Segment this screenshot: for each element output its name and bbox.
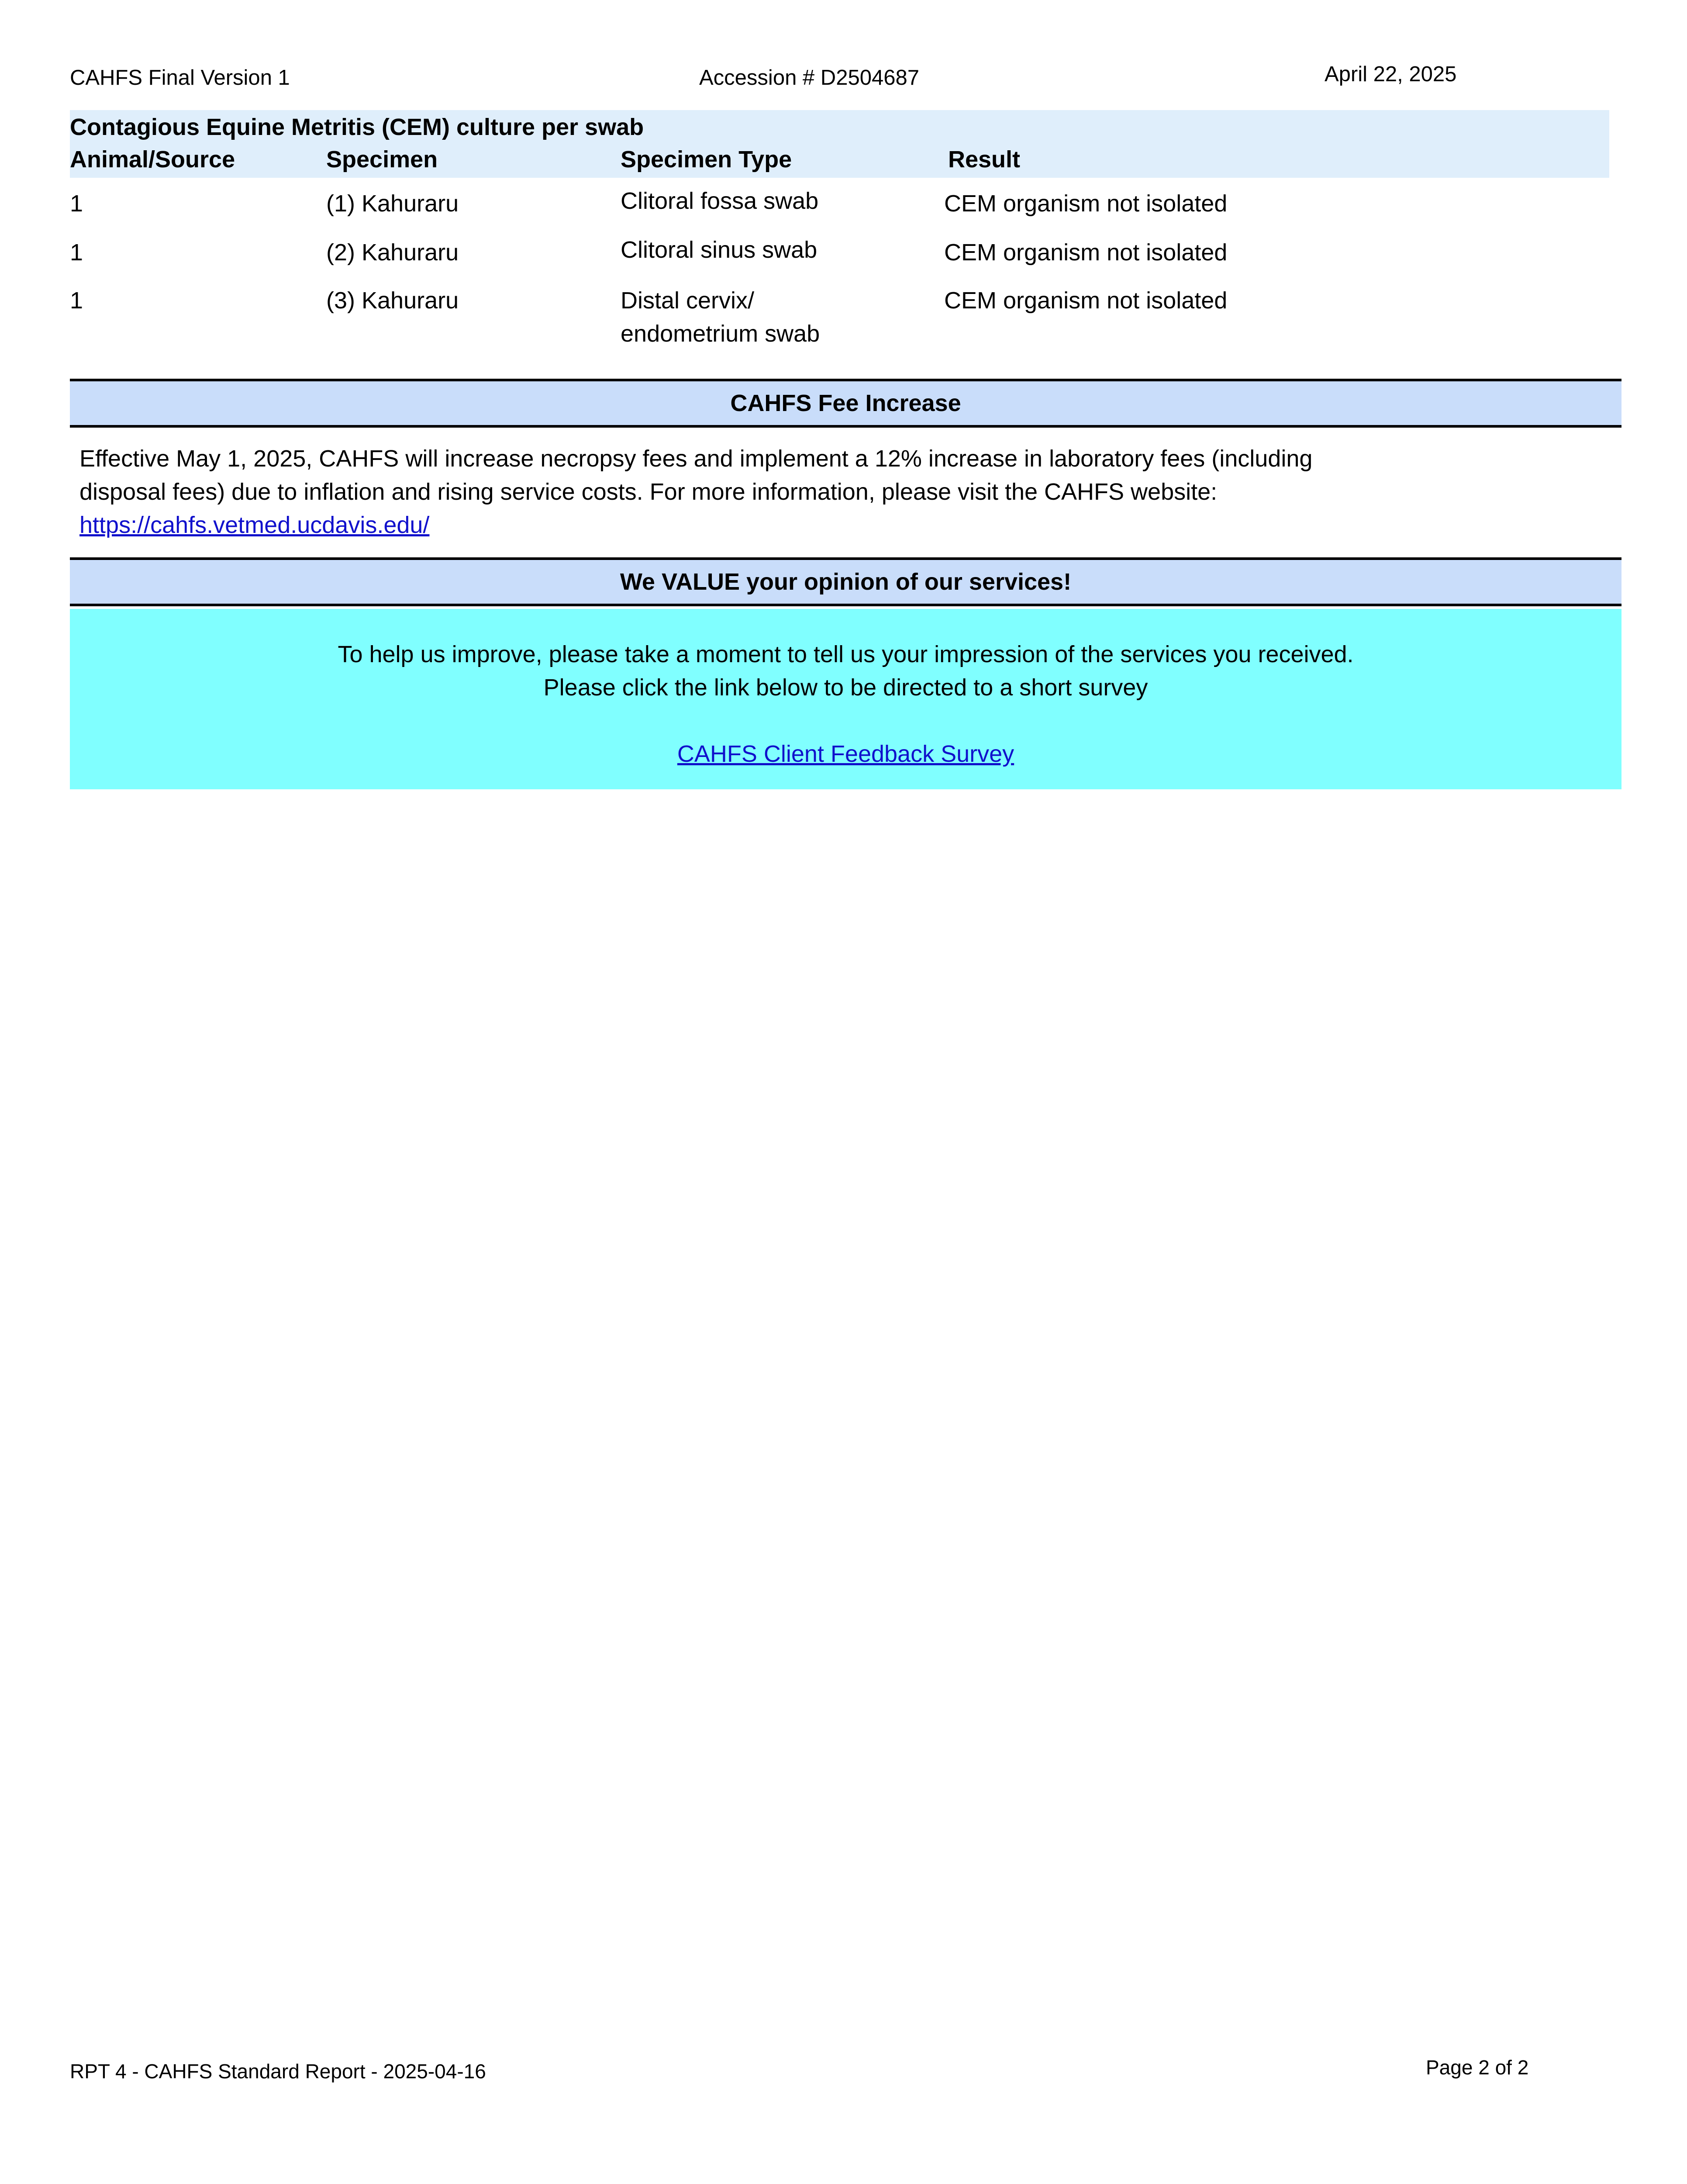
header-accession: Accession # D2504687 [699, 66, 919, 90]
survey-line1: To help us improve, please take a moment to tell us your impression of the services you received. [338, 641, 1354, 667]
cell-result: CEM organism not isolated [944, 287, 1228, 314]
cell-result: CEM organism not isolated [944, 239, 1228, 266]
survey-heading: We VALUE your opinion of our services! [70, 557, 1621, 606]
cell-specimen: (2) Kahuraru [326, 239, 459, 266]
cell-result: CEM organism not isolated [944, 190, 1228, 217]
fee-notice-line1: Effective May 1, 2025, CAHFS will increase necropsy fees and implement a 12% increase in laboratory fees (including [79, 446, 1313, 472]
cell-specimen-type-line2: endometrium swab [621, 321, 820, 347]
cell-animal: 1 [70, 190, 83, 217]
column-header-specimen: Specimen [326, 146, 438, 173]
fee-notice-line2: disposal fees) due to inflation and rising service costs. For more information, please visit the CAHFS website: [79, 479, 1218, 505]
survey-box [70, 609, 1621, 789]
column-header-result: Result [948, 146, 1021, 173]
cell-specimen: (1) Kahuraru [326, 190, 459, 217]
cell-specimen: (3) Kahuraru [326, 287, 459, 314]
cell-specimen-type-line1: Distal cervix/ [621, 287, 755, 314]
column-header-specimen-type: Specimen Type [621, 146, 792, 173]
cell-specimen-type: Clitoral fossa swab [621, 188, 819, 214]
cell-animal: 1 [70, 287, 83, 314]
cem-section-title: Contagious Equine Metritis (CEM) culture per swab [70, 114, 644, 140]
cell-animal: 1 [70, 239, 83, 266]
client-feedback-survey-link[interactable]: CAHFS Client Feedback Survey [677, 741, 1014, 767]
cahfs-website-link[interactable]: https://cahfs.vetmed.ucdavis.edu/ [79, 512, 430, 538]
survey-line2: Please click the link below to be directed to a short survey [543, 674, 1148, 701]
cell-specimen-type: Clitoral sinus swab [621, 237, 818, 263]
fee-increase-notice [79, 442, 1599, 542]
header-version: CAHFS Final Version 1 [70, 66, 290, 90]
footer-page-number: Page 2 of 2 [1426, 2056, 1529, 2079]
fee-increase-heading: CAHFS Fee Increase [70, 379, 1621, 428]
header-date: April 22, 2025 [1325, 62, 1457, 86]
column-header-animal-source: Animal/Source [70, 146, 235, 173]
footer-report-id: RPT 4 - CAHFS Standard Report - 2025-04-16 [70, 2060, 486, 2083]
